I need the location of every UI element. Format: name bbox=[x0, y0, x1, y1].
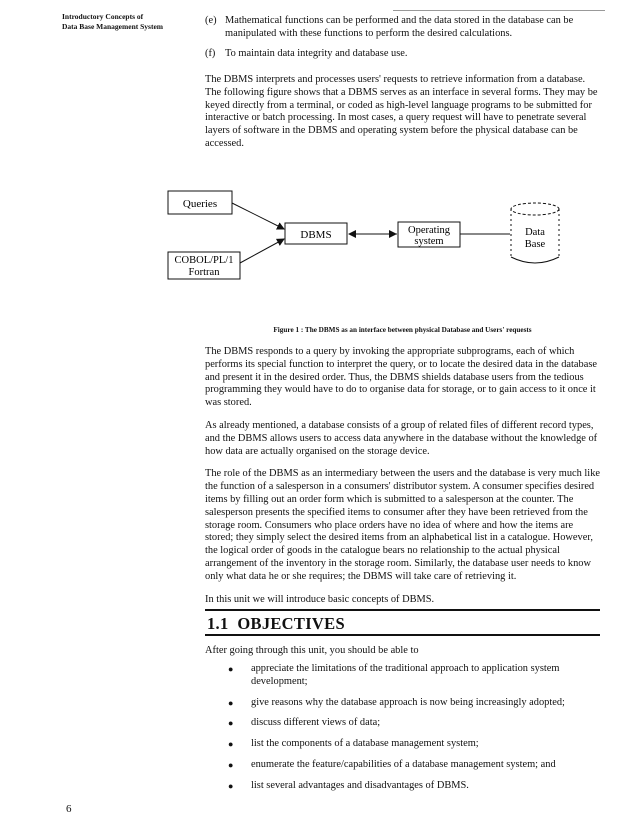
section-heading bbox=[207, 614, 345, 634]
list-item-text: appreciate the limitations of the traditional approach to application system development; bbox=[251, 663, 560, 687]
list-item-text: list several advantages and disadvantages of DBMS. bbox=[251, 779, 469, 791]
running-head-line1: Introductory Concepts of bbox=[62, 12, 144, 21]
program-label-line2: Fortran bbox=[188, 267, 220, 278]
queries-label: Queries bbox=[182, 198, 218, 210]
arrow-queries-to-dbms bbox=[232, 203, 284, 229]
intro-item-label: (e) bbox=[205, 15, 217, 26]
dbms-interface-diagram bbox=[150, 185, 570, 295]
os-label-line1: Operating bbox=[408, 225, 450, 236]
intro-item-text: Mathematical functions can be performed and the data stored in the database can be manipulated with these functions to perform the desired calculations. bbox=[225, 15, 574, 39]
paragraph: In this unit we will introduce basic concepts of DBMS. bbox=[205, 593, 435, 605]
paragraph-text: The DBMS interprets and processes users' requests to retrieve information from a database. The following figure shows that a DBMS serves as an interface in several forms. They may be keyed directly from a terminal, or coded as high-level language programs to be submitted for interactive or batch processing. In most cases, a query request will have to penetrate several layers of software in the DBMS and operating system before the physical database can be accessed. bbox=[205, 74, 598, 149]
page-number: 6 bbox=[66, 803, 72, 815]
paragraph: As already mentioned, a database consists of a group of related files of different record types, and the DBMS allows users to access data anywhere in the database without the knowledge of how data are actually organised on the storage device. bbox=[205, 419, 598, 457]
list-item: ● list the components of a database management system; bbox=[228, 738, 600, 751]
program-label-line1: COBOL/PL/1 bbox=[174, 255, 234, 266]
section-rule-top bbox=[205, 609, 600, 611]
list-item: ● appreciate the limitations of the traditional approach to application system development; bbox=[228, 663, 600, 689]
list-item: ● discuss different views of data; bbox=[228, 717, 600, 730]
os-label-line2: system bbox=[414, 236, 444, 247]
paragraph bbox=[205, 74, 600, 151]
intro-item bbox=[205, 48, 600, 61]
database-label-line2: Base bbox=[524, 239, 546, 250]
list-item-text: enumerate the feature/capabilities of a database management system; and bbox=[251, 758, 556, 770]
figure-caption: Figure 1 : The DBMS as an interface between physical Database and Users' requests bbox=[273, 326, 532, 334]
paragraph: The DBMS responds to a query by invoking the appropriate subprograms, each of which performs its special function to interpret the query, or to locate the desired data in the database and present it in the desired order. Thus, the DBMS shields database users from the tedious programming they would have to do to organise data for storage, or to gain access to it once it was stored. bbox=[205, 346, 598, 409]
intro-item-text: To maintain data integrity and database use. bbox=[225, 47, 408, 59]
top-rule bbox=[393, 10, 605, 11]
list-item-text: give reasons why the database approach is now being increasingly adopted; bbox=[251, 696, 565, 708]
running-head bbox=[62, 12, 192, 32]
dbms-label: DBMS bbox=[300, 229, 332, 241]
intro-list bbox=[205, 15, 600, 60]
running-head-line2: Data Base Management System bbox=[62, 22, 164, 31]
list-item: ● give reasons why the database approach is now being increasingly adopted; bbox=[228, 697, 600, 710]
paragraph: The role of the DBMS as an intermediary between the users and the database is very much like the function of a salesperson in a consumers' distributor system. A consumer specifies desired items by filling out an order form which is submitted to a salesperson at the counter. The salesperson presents the specified items to consumer after they have been retrieved from the storage room. Consumers who place orders have no idea of where and how the items are stored; they simply select the desired items from an alphabetical list in a catalogue. However, the logical order of goods in the catalogue bears no relationship to the actual physical arrangement of the inventory in the storage room. Similarly, the database user needs to know only what data he or she requires; the DBMS will take care of retrieving it. bbox=[205, 468, 601, 582]
intro-item-label: (f) bbox=[205, 47, 216, 59]
arrow-program-to-dbms bbox=[240, 239, 284, 263]
intro-item bbox=[205, 15, 600, 41]
section-title: OBJECTIVES bbox=[237, 614, 345, 633]
list-item-text: list the components of a database management system; bbox=[251, 738, 479, 750]
objectives-list bbox=[228, 663, 600, 793]
list-item: ● enumerate the feature/capabilities of a database management system; and bbox=[228, 759, 600, 772]
database-label-line1: Data bbox=[525, 227, 545, 238]
list-item: ● list several advantages and disadvantages of DBMS. bbox=[228, 780, 600, 793]
list-item-text: discuss different views of data; bbox=[251, 717, 381, 729]
body-text bbox=[205, 346, 600, 606]
section-lead: After going through this unit, you should be able to bbox=[205, 645, 419, 656]
section-number: 1.1 bbox=[207, 614, 229, 633]
section-rule-bottom bbox=[205, 634, 600, 636]
